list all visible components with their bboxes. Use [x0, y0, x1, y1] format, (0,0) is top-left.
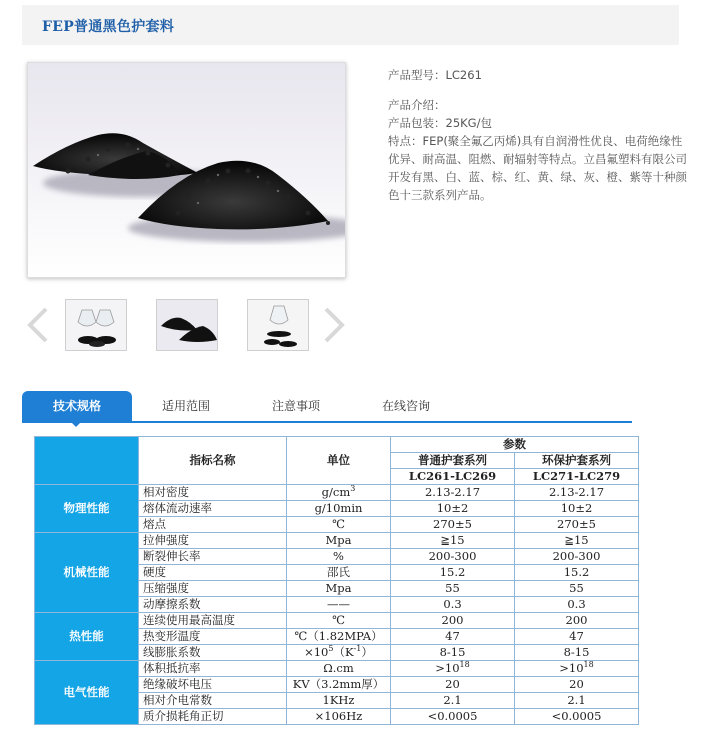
row-value-1: 20 [391, 677, 515, 693]
row-value-1: $>10^{18}$ [391, 661, 515, 677]
tab-online-consult[interactable]: 在线咨询 [381, 399, 430, 413]
header-indicator: 指标名称 [139, 437, 287, 485]
product-features: 特点：FEP(聚全氟乙丙烯)具有自润滑性优良、电荷绝缘性优异、耐高温、阻燃、耐辐射等特点。立昌氟塑料有限公司开发有黑、白、蓝、棕、红、黄、绿、灰、橙、紫等十种颜色十三款系列产品。 [388, 134, 687, 202]
row-value-1: 2.1 [391, 693, 515, 709]
row-value-1: 47 [391, 629, 515, 645]
product-main-image [27, 62, 346, 278]
row-value-2: 10±2 [515, 501, 639, 517]
row-value-2: <0.0005 [515, 709, 639, 725]
product-info [388, 66, 688, 204]
row-name: 相对介电常数 [139, 693, 287, 709]
category-electrical: 电气性能 [35, 661, 139, 725]
row-unit: ℃ [287, 517, 391, 533]
row-value-1: 10±2 [391, 501, 515, 517]
row-name: 体积抵抗率 [139, 661, 287, 677]
row-name: 相对密度 [139, 485, 287, 501]
row-name: 质介损耗角正切 [139, 709, 287, 725]
row-unit: ℃（1.82MPA） [287, 629, 391, 645]
row-unit: $g/cm^3$ [287, 485, 391, 501]
row-unit: 1KHz [287, 693, 391, 709]
row-unit: ×106Hz [287, 709, 391, 725]
product-model-value: LC261 [445, 68, 482, 82]
header-unit: 单位 [287, 437, 391, 485]
row-name: 线膨胀系数 [139, 645, 287, 661]
table-row [35, 613, 639, 629]
row-value-1: 15.2 [391, 565, 515, 581]
row-name: 热变形温度 [139, 629, 287, 645]
row-name: 压缩强度 [139, 581, 287, 597]
page-title: FEP普通黑色护套料 [42, 19, 175, 35]
category-thermal: 热性能 [35, 613, 139, 661]
row-unit: KV（3.2mm厚） [287, 677, 391, 693]
row-value-2: 15.2 [515, 565, 639, 581]
row-value-1: 200-300 [391, 549, 515, 565]
row-name: 拉伸强度 [139, 533, 287, 549]
row-unit: 邵氏 [287, 565, 391, 581]
thumbnail-gallery [22, 297, 352, 355]
table-row [35, 661, 639, 677]
chevron-left-icon[interactable] [24, 307, 50, 343]
chevron-right-icon[interactable] [322, 307, 348, 343]
row-value-2: 2.1 [515, 693, 639, 709]
table-header-row [35, 437, 639, 453]
tab-tech-specs[interactable]: 技术规格 [22, 391, 132, 421]
header-series2-code: LC271-LC279 [515, 469, 639, 485]
header-series2-name: 环保护套系列 [515, 453, 639, 469]
tab-bar [22, 391, 632, 423]
row-unit: g/10min [287, 501, 391, 517]
title-bar [22, 5, 679, 45]
row-value-1: 200 [391, 613, 515, 629]
row-unit: ℃ [287, 613, 391, 629]
product-package: 产品包装：25KG/包 [388, 116, 492, 130]
thumbnail-1[interactable] [65, 299, 127, 351]
product-intro-label: 产品介绍： [388, 98, 446, 112]
row-value-2: 200 [515, 613, 639, 629]
row-unit: Mpa [287, 581, 391, 597]
row-value-1: 8-15 [391, 645, 515, 661]
row-name: 熔点 [139, 517, 287, 533]
row-value-2: 8-15 [515, 645, 639, 661]
header-series1-name: 普通护套系列 [391, 453, 515, 469]
row-unit: $\times 10^5(K^{-1})$ [287, 645, 391, 661]
row-value-1: 2.13-2.17 [391, 485, 515, 501]
row-value-2: 2.13-2.17 [515, 485, 639, 501]
row-unit: % [287, 549, 391, 565]
active-tab-caret [70, 421, 82, 427]
row-value-1: 270±5 [391, 517, 515, 533]
row-unit: Mpa [287, 533, 391, 549]
row-value-2: 20 [515, 677, 639, 693]
category-mechanical: 机械性能 [35, 533, 139, 613]
row-value-2: 270±5 [515, 517, 639, 533]
row-value-1: <0.0005 [391, 709, 515, 725]
category-physical: 物理性能 [35, 485, 139, 533]
tab-applications[interactable]: 适用范围 [161, 399, 210, 413]
table-row [35, 533, 639, 549]
product-model [388, 66, 688, 84]
row-value-2: $>10^{18}$ [515, 661, 639, 677]
row-name: 硬度 [139, 565, 287, 581]
row-value-1: 0.3 [391, 597, 515, 613]
row-name: 动摩擦系数 [139, 597, 287, 613]
row-value-2: 47 [515, 629, 639, 645]
row-value-2: 55 [515, 581, 639, 597]
product-model-label: 产品型号： [388, 68, 446, 82]
row-value-2: ≧15 [515, 533, 639, 549]
row-name: 断裂伸长率 [139, 549, 287, 565]
header-params: 参数 [391, 437, 639, 453]
row-name: 绝缘破坏电压 [139, 677, 287, 693]
tab-notes[interactable]: 注意事项 [271, 399, 320, 413]
row-value-1: 55 [391, 581, 515, 597]
header-series1-code: LC261-LC269 [391, 469, 515, 485]
row-value-2: 200-300 [515, 549, 639, 565]
row-name: 连续使用最高温度 [139, 613, 287, 629]
spec-table [34, 436, 639, 725]
thumbnail-2[interactable] [156, 299, 218, 351]
row-name: 熔体流动速率 [139, 501, 287, 517]
table-row [35, 485, 639, 501]
row-unit: Ω.cm [287, 661, 391, 677]
thumbnail-3[interactable] [247, 299, 309, 351]
header-corner-cell [35, 437, 139, 485]
row-unit: —— [287, 597, 391, 613]
row-value-2: 0.3 [515, 597, 639, 613]
row-value-1: ≧15 [391, 533, 515, 549]
